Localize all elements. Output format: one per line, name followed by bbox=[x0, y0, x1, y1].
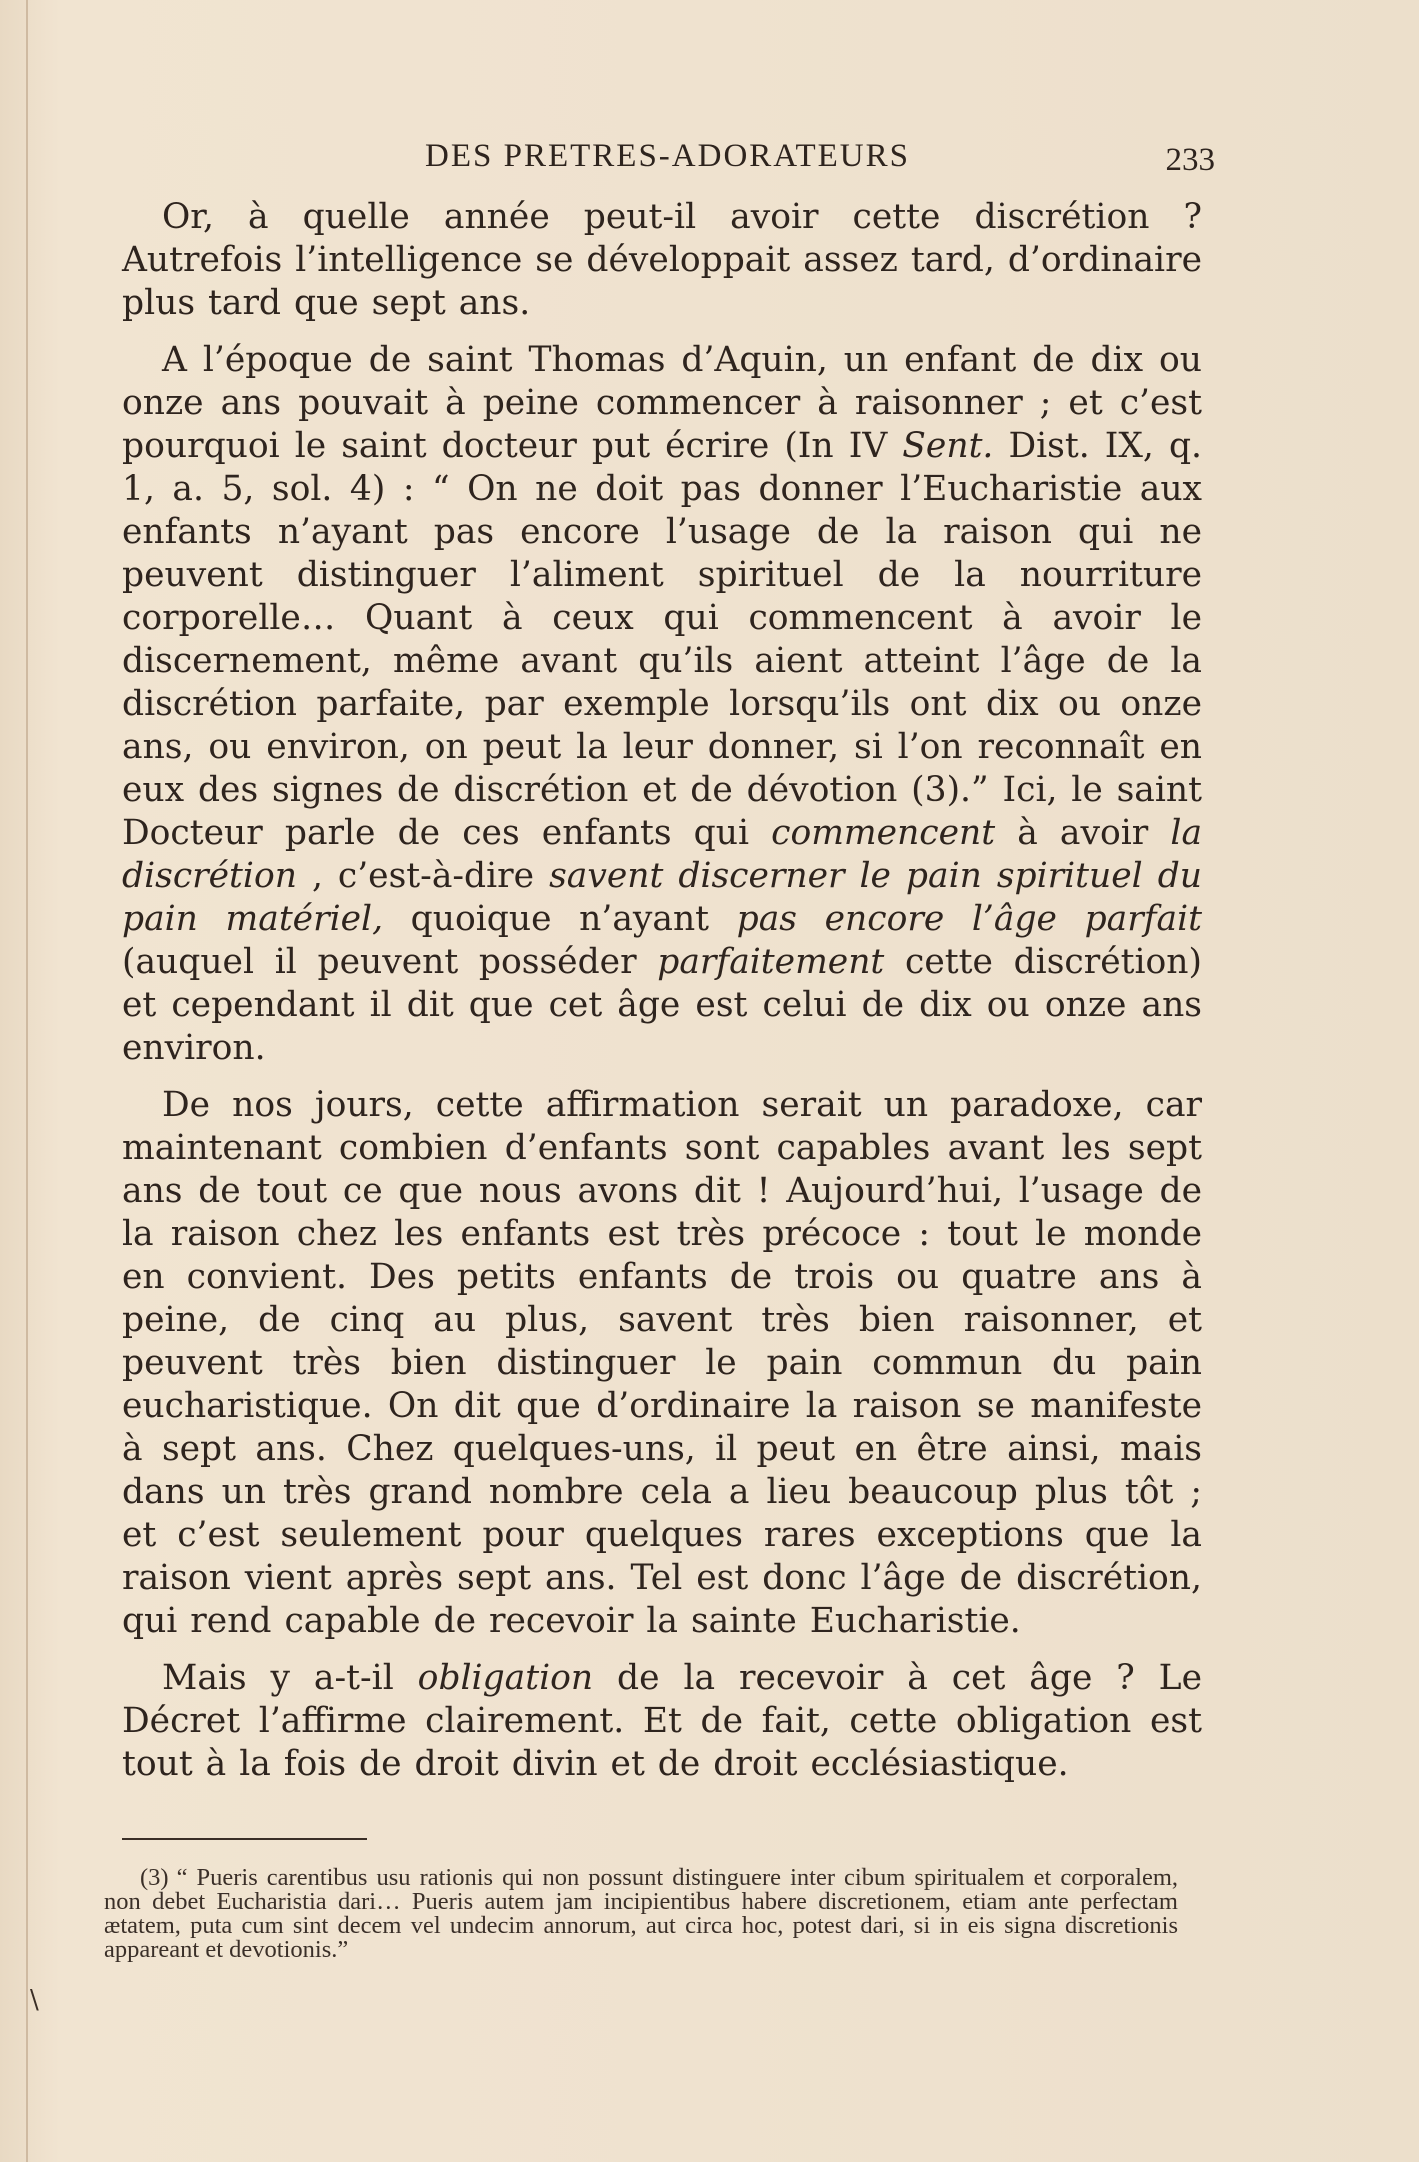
page-gutter-line bbox=[26, 0, 28, 2162]
paragraph-1: Or, à quelle année peut-il avoir cette discrétion ? Autrefois l’intelligence se développait assez tard, d’ordinaire plus tard que sept ans. bbox=[122, 197, 1202, 323]
paragraph-4 bbox=[122, 1657, 1202, 1786]
text-run: , c’est-à-dire bbox=[296, 856, 550, 896]
footnote-separator bbox=[122, 1838, 367, 1840]
footnote-text: “ Pueris carentibus usu rationis qui non possunt distinguere inter cibum spiritualem et corporalem, non debet Eucharistia dari… Pueris autem jam incipientibus habere discretionem, etiam ante perfectam ætatem, puta cum sint decem vel undecim annorum, aut circa hoc, potest dari, si in eis signa discretionis appareant et devotionis.” bbox=[104, 1864, 1178, 1963]
footnote bbox=[104, 1866, 1178, 1962]
text-run: à avoir bbox=[995, 813, 1171, 853]
footnote-number: (3) bbox=[140, 1864, 169, 1891]
text-run: Dist. IX, q. 1, a. 5, sol. 4) : “ On ne doit pas donner l’Eucharistie aux enfants n’ayant pas encore l’usage de la raison qui ne peuvent distinguer l’aliment spirituel de la nourriture corporelle… Quant à ceux qui commencent à avoir le discernement, même avant qu’ils aient atteint l’âge de la discrétion parfaite, par exemple lorsqu’ils ont dix ou onze ans, ou environ, on peut la leur donner, si l’on reconnaît en eux des signes de discrétion et de dévotion (3).” Ici, le saint Docteur parle de ces enfants qui bbox=[122, 426, 1202, 853]
paragraph-2 bbox=[122, 339, 1202, 1070]
italic-run: savent discerner le pain spirituel du pain matériel, bbox=[122, 856, 1203, 939]
text-run: Mais y a-t-il bbox=[162, 1658, 418, 1698]
italic-run: pas encore l’âge parfait bbox=[736, 899, 1202, 939]
text-run: quoique n’ayant bbox=[383, 899, 737, 939]
margin-mark: \ bbox=[30, 1985, 39, 2015]
text-run: (auquel il peuvent posséder bbox=[122, 942, 658, 982]
main-text bbox=[122, 196, 1202, 1800]
paragraph-3: De nos jours, cette affirmation serait un paradoxe, car maintenant combien d’enfants sont capables avant les sept ans de tout ce que nous avons dit ! Aujourd’hui, l’usage de la raison chez les enfants est très précoce : tout le monde en convient. Des petits enfants de trois ou quatre ans à peine, de cinq au plus, savent très bien raisonner, et peuvent très bien distinguer le pain commun du pain eucharistique. On dit que d’ordinaire la raison se manifeste à sept ans. Chez quelques-uns, il peut en être ainsi, mais dans un très grand nombre cela a lieu beaucoup plus tôt ; et c’est seulement pour quelques rares exceptions que la raison vient après sept ans. Tel est donc l’âge de discrétion, qui rend capable de recevoir la sainte Eucharistie. bbox=[122, 1085, 1202, 1641]
italic-run: la discrétion bbox=[122, 813, 1203, 896]
italic-run: commencent bbox=[771, 813, 996, 853]
page-header bbox=[120, 132, 1215, 182]
italic-run: Sent. bbox=[902, 426, 994, 466]
text-run: A l’époque de saint Thomas d’Aquin, un enfant de dix ou onze ans pouvait à peine commencer à raisonner ; et c’est pourquoi le saint docteur put écrire (In IV bbox=[122, 340, 1202, 466]
running-head: DES PRETRES-ADORATEURS bbox=[425, 138, 910, 174]
text-run: cette discrétion) et cependant il dit que cet âge est celui de dix ou onze ans environ. bbox=[122, 942, 1202, 1068]
italic-run: parfaitement bbox=[657, 942, 885, 982]
text-run: de la recevoir à cet âge ? Le Décret l’affirme clairement. Et de fait, cette obligation est tout à la fois de droit divin et de droit ecclésiastique. bbox=[122, 1658, 1203, 1784]
italic-run: obligation bbox=[417, 1658, 594, 1698]
page-number: 233 bbox=[1165, 142, 1215, 178]
